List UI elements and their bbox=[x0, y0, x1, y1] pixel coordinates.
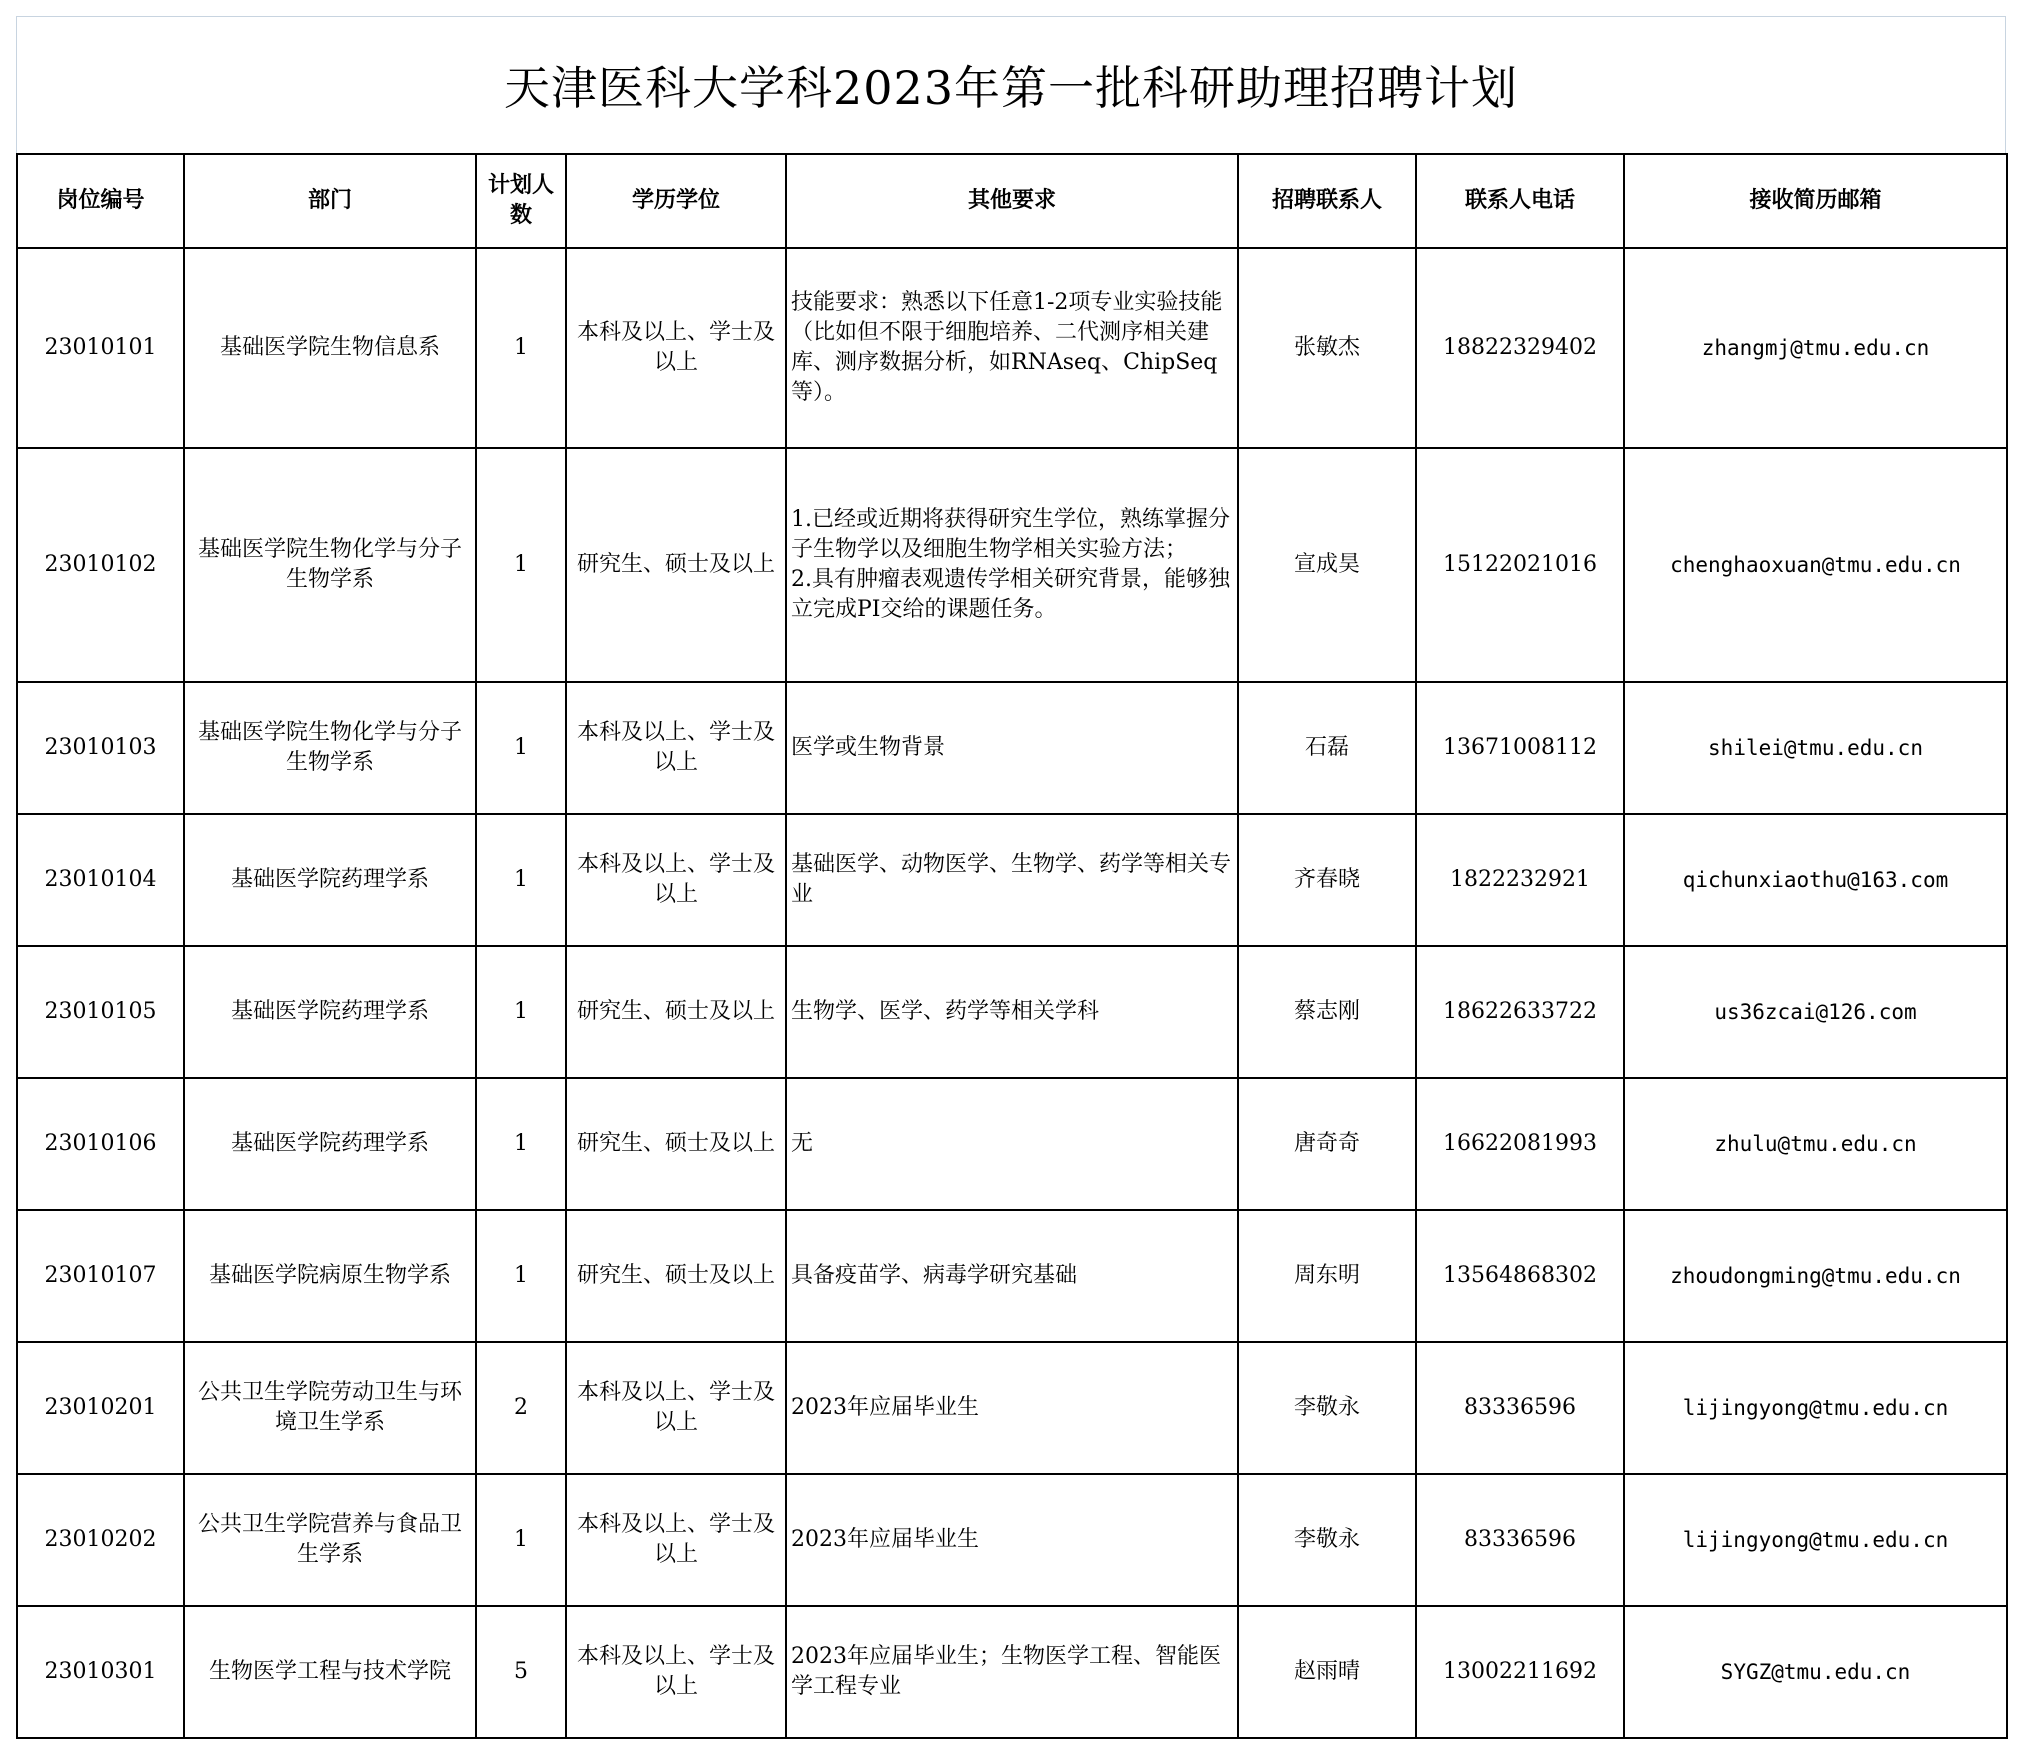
degree-cell: 研究生、硕士及以上 bbox=[566, 1210, 786, 1342]
requirements-cell bbox=[786, 682, 1238, 814]
contact-person-cell: 唐奇奇 bbox=[1238, 1078, 1416, 1210]
requirements-cell bbox=[786, 248, 1238, 448]
position-id-cell: 23010202 bbox=[17, 1474, 184, 1606]
page-title: 天津医科大学科2023年第一批科研助理招聘计划 bbox=[503, 61, 1519, 115]
degree-cell: 本科及以上、学士及以上 bbox=[566, 1606, 786, 1738]
resume-email-cell: SYGZ@tmu.edu.cn bbox=[1624, 1606, 2007, 1738]
resume-email-cell: us36zcai@126.com bbox=[1624, 946, 2007, 1078]
table-row bbox=[17, 448, 2007, 682]
degree-cell: 本科及以上、学士及以上 bbox=[566, 1474, 786, 1606]
position-id-cell: 23010102 bbox=[17, 448, 184, 682]
contact-person-cell: 蔡志刚 bbox=[1238, 946, 1416, 1078]
headcount-cell: 2 bbox=[476, 1342, 566, 1474]
title-box bbox=[16, 16, 2006, 153]
requirement-line: 2.具有肿瘤表观遗传学相关研究背景，能够独立完成PI交给的课题任务。 bbox=[791, 567, 1230, 622]
contact-person-cell: 周东明 bbox=[1238, 1210, 1416, 1342]
requirement-line: 基础医学、动物医学、生物学、药学等相关专业 bbox=[791, 852, 1232, 907]
department-cell: 生物医学工程与技术学院 bbox=[184, 1606, 476, 1738]
headcount-cell: 1 bbox=[476, 1210, 566, 1342]
contact-person-cell: 石磊 bbox=[1238, 682, 1416, 814]
contact-phone-cell: 1822232921 bbox=[1416, 814, 1624, 946]
headcount-cell: 1 bbox=[476, 814, 566, 946]
headcount-cell: 1 bbox=[476, 946, 566, 1078]
resume-email-cell: lijingyong@tmu.edu.cn bbox=[1624, 1342, 2007, 1474]
resume-email-cell: lijingyong@tmu.edu.cn bbox=[1624, 1474, 2007, 1606]
requirements-cell bbox=[786, 814, 1238, 946]
degree-cell: 研究生、硕士及以上 bbox=[566, 1078, 786, 1210]
table-row bbox=[17, 946, 2007, 1078]
requirement-line: 2023年应届毕业生 bbox=[791, 1527, 979, 1552]
recruitment-sheet bbox=[16, 16, 2006, 1739]
headcount-cell: 1 bbox=[476, 682, 566, 814]
degree-cell: 本科及以上、学士及以上 bbox=[566, 1342, 786, 1474]
contact-person-cell: 齐春晓 bbox=[1238, 814, 1416, 946]
position-id-cell: 23010101 bbox=[17, 248, 184, 448]
contact-phone-cell: 83336596 bbox=[1416, 1342, 1624, 1474]
position-id-cell: 23010103 bbox=[17, 682, 184, 814]
headcount-cell: 1 bbox=[476, 1474, 566, 1606]
contact-person-cell: 李敬永 bbox=[1238, 1474, 1416, 1606]
requirements-cell bbox=[786, 1078, 1238, 1210]
position-id-cell: 23010107 bbox=[17, 1210, 184, 1342]
contact-phone-cell: 13002211692 bbox=[1416, 1606, 1624, 1738]
requirements-cell bbox=[786, 1474, 1238, 1606]
department-cell: 基础医学院药理学系 bbox=[184, 1078, 476, 1210]
requirements-cell bbox=[786, 1342, 1238, 1474]
resume-email-cell: zhangmj@tmu.edu.cn bbox=[1624, 248, 2007, 448]
requirements-cell bbox=[786, 1210, 1238, 1342]
resume-email-cell: zhoudongming@tmu.edu.cn bbox=[1624, 1210, 2007, 1342]
degree-cell: 研究生、硕士及以上 bbox=[566, 946, 786, 1078]
contact-phone-cell: 16622081993 bbox=[1416, 1078, 1624, 1210]
recruitment-table bbox=[16, 153, 2008, 1739]
contact-phone-cell: 15122021016 bbox=[1416, 448, 1624, 682]
degree-cell: 研究生、硕士及以上 bbox=[566, 448, 786, 682]
table-row bbox=[17, 1342, 2007, 1474]
header-cell: 接收简历邮箱 bbox=[1624, 154, 2007, 248]
position-id-cell: 23010105 bbox=[17, 946, 184, 1078]
table-row bbox=[17, 682, 2007, 814]
requirement-line: 技能要求：熟悉以下任意1-2项专业实验技能（比如但不限于细胞培养、二代测序相关建库、测序数据分析，如RNAseq、ChipSeq等）。 bbox=[791, 290, 1223, 405]
department-cell: 基础医学院药理学系 bbox=[184, 814, 476, 946]
position-id-cell: 23010104 bbox=[17, 814, 184, 946]
contact-person-cell: 李敬永 bbox=[1238, 1342, 1416, 1474]
table-row bbox=[17, 1606, 2007, 1738]
requirement-line: 生物学、医学、药学等相关学科 bbox=[791, 999, 1100, 1024]
table-row bbox=[17, 1474, 2007, 1606]
contact-phone-cell: 13671008112 bbox=[1416, 682, 1624, 814]
table-body bbox=[17, 248, 2007, 1738]
contact-person-cell: 赵雨晴 bbox=[1238, 1606, 1416, 1738]
headcount-cell: 1 bbox=[476, 448, 566, 682]
header-cell: 学历学位 bbox=[566, 154, 786, 248]
contact-phone-cell: 18622633722 bbox=[1416, 946, 1624, 1078]
contact-phone-cell: 83336596 bbox=[1416, 1474, 1624, 1606]
contact-person-cell: 张敏杰 bbox=[1238, 248, 1416, 448]
position-id-cell: 23010301 bbox=[17, 1606, 184, 1738]
department-cell: 基础医学院生物化学与分子生物学系 bbox=[184, 682, 476, 814]
requirement-line: 医学或生物背景 bbox=[791, 735, 946, 760]
headcount-cell: 5 bbox=[476, 1606, 566, 1738]
degree-cell: 本科及以上、学士及以上 bbox=[566, 814, 786, 946]
position-id-cell: 23010106 bbox=[17, 1078, 184, 1210]
requirements-cell bbox=[786, 448, 1238, 682]
requirement-line: 无 bbox=[791, 1131, 814, 1156]
table-row bbox=[17, 1210, 2007, 1342]
requirements-cell bbox=[786, 946, 1238, 1078]
resume-email-cell: chenghaoxuan@tmu.edu.cn bbox=[1624, 448, 2007, 682]
header-cell: 计划人数 bbox=[476, 154, 566, 248]
table-row bbox=[17, 1078, 2007, 1210]
department-cell: 基础医学院药理学系 bbox=[184, 946, 476, 1078]
headcount-cell: 1 bbox=[476, 1078, 566, 1210]
header-cell: 部门 bbox=[184, 154, 476, 248]
requirement-line: 具备疫苗学、病毒学研究基础 bbox=[791, 1263, 1078, 1288]
degree-cell: 本科及以上、学士及以上 bbox=[566, 682, 786, 814]
department-cell: 公共卫生学院营养与食品卫生学系 bbox=[184, 1474, 476, 1606]
header-cell: 岗位编号 bbox=[17, 154, 184, 248]
contact-phone-cell: 13564868302 bbox=[1416, 1210, 1624, 1342]
requirement-line: 2023年应届毕业生；生物医学工程、智能医学工程专业 bbox=[791, 1644, 1221, 1699]
contact-person-cell: 宣成昊 bbox=[1238, 448, 1416, 682]
header-cell: 联系人电话 bbox=[1416, 154, 1624, 248]
department-cell: 基础医学院生物信息系 bbox=[184, 248, 476, 448]
header-row bbox=[17, 154, 2007, 248]
requirement-line: 2023年应届毕业生 bbox=[791, 1395, 979, 1420]
degree-cell: 本科及以上、学士及以上 bbox=[566, 248, 786, 448]
requirement-line: 1.已经或近期将获得研究生学位，熟练掌握分子生物学以及细胞生物学相关实验方法； bbox=[791, 507, 1230, 562]
header-cell: 招聘联系人 bbox=[1238, 154, 1416, 248]
requirements-cell bbox=[786, 1606, 1238, 1738]
department-cell: 基础医学院生物化学与分子生物学系 bbox=[184, 448, 476, 682]
department-cell: 公共卫生学院劳动卫生与环境卫生学系 bbox=[184, 1342, 476, 1474]
resume-email-cell: shilei@tmu.edu.cn bbox=[1624, 682, 2007, 814]
position-id-cell: 23010201 bbox=[17, 1342, 184, 1474]
resume-email-cell: qichunxiaothu@163.com bbox=[1624, 814, 2007, 946]
contact-phone-cell: 18822329402 bbox=[1416, 248, 1624, 448]
header-cell: 其他要求 bbox=[786, 154, 1238, 248]
table-row bbox=[17, 248, 2007, 448]
headcount-cell: 1 bbox=[476, 248, 566, 448]
table-row bbox=[17, 814, 2007, 946]
department-cell: 基础医学院病原生物学系 bbox=[184, 1210, 476, 1342]
resume-email-cell: zhulu@tmu.edu.cn bbox=[1624, 1078, 2007, 1210]
